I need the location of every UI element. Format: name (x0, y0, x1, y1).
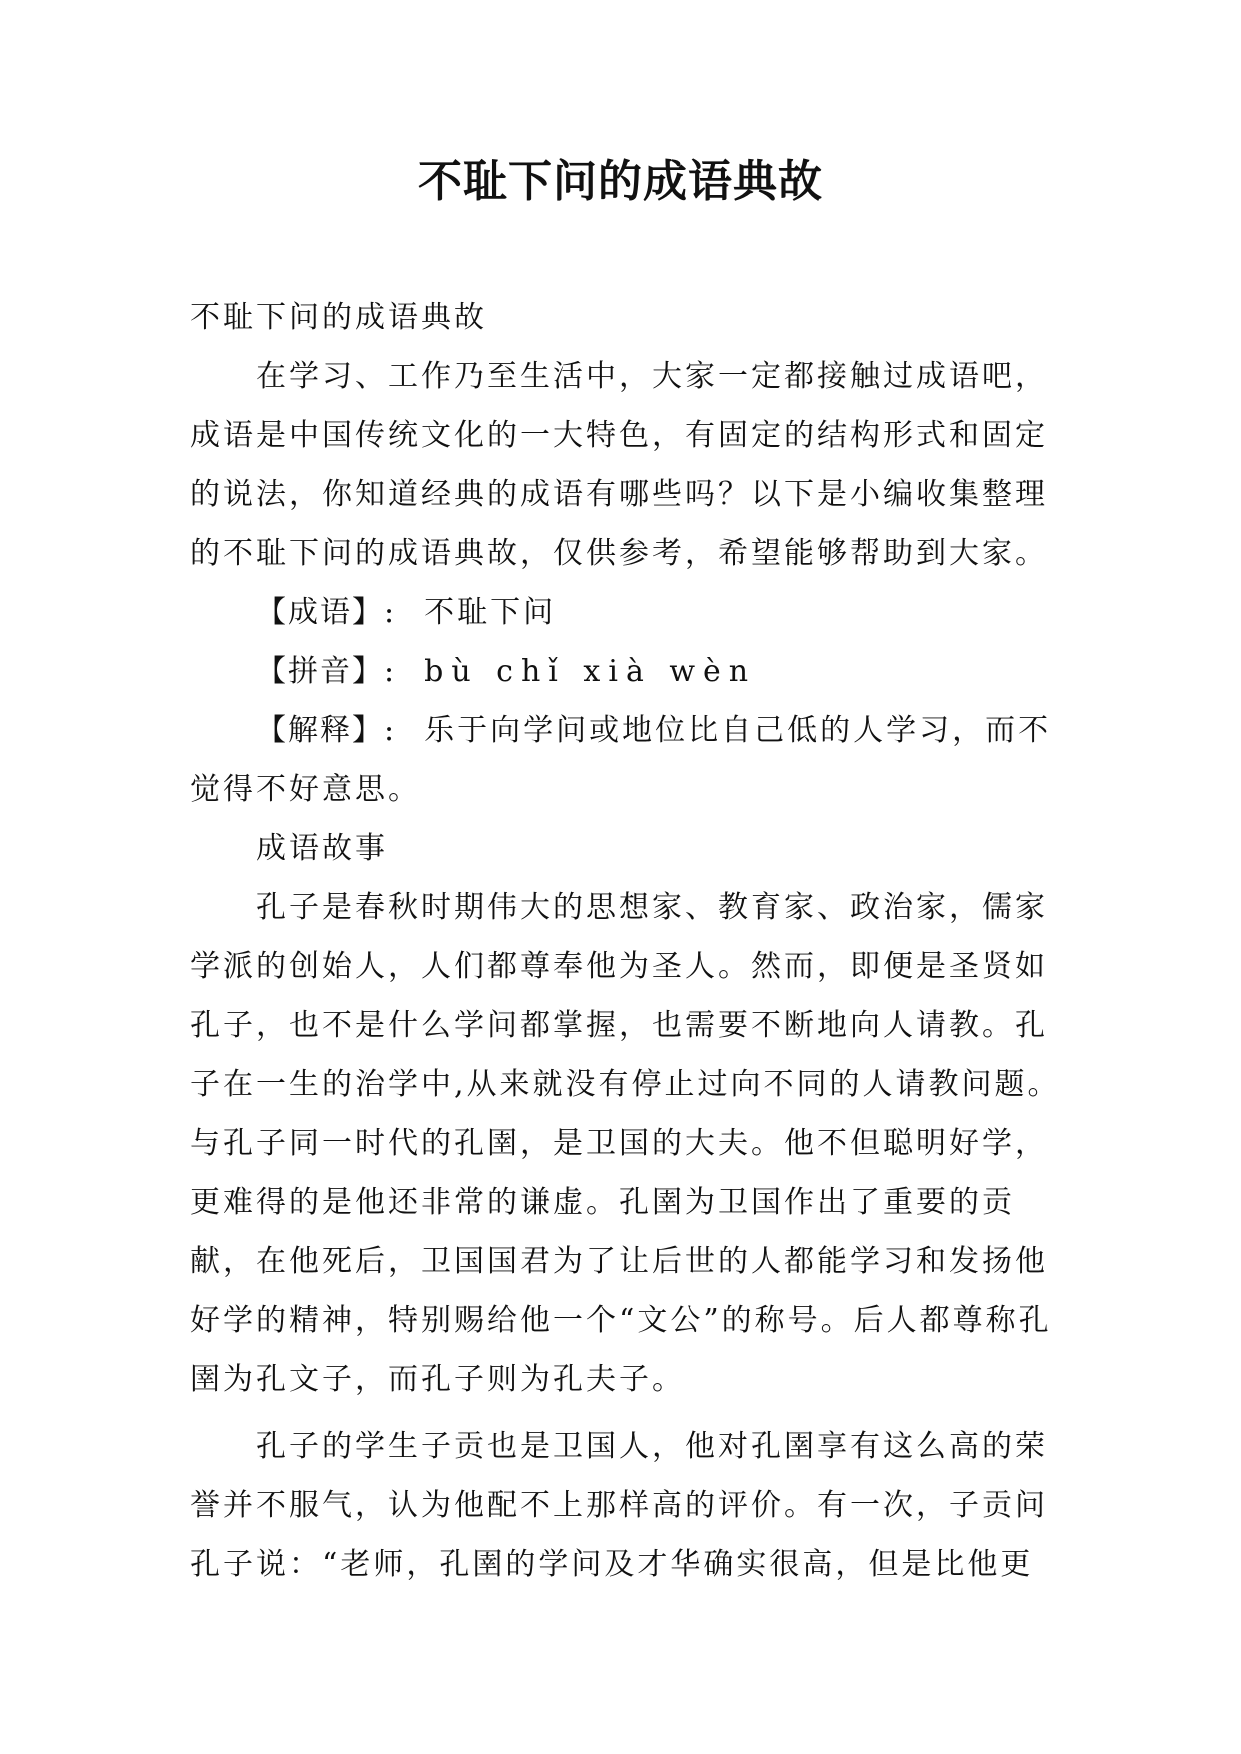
idiom-label: 【成语】: (256, 595, 397, 630)
idiom-entry (190, 583, 1070, 642)
pinyin-entry (190, 642, 1070, 701)
meaning-entry (190, 701, 1070, 819)
pinyin-value: bù chǐ xià wèn (424, 654, 757, 689)
intro-paragraph: 在学习、工作乃至生活中，大家一定都接触过成语吧，成语是中国传统文化的一大特色，有固定的结构形式和固定的说法，你知道经典的成语有哪些吗？以下是小编收集整理的不耻下问的成语典故，仅供参考，希望能够帮助到大家。 (190, 359, 1048, 571)
story-paragraph-2: 孔子的学生子贡也是卫国人，他对孔圉享有这么高的荣誉并不服气，认为他配不上那样高的评价。有一次，子贡问孔子说：“老师，孔圉的学问及才华确实很高，但是比他更 (190, 1429, 1048, 1582)
document-body (190, 288, 1070, 1594)
pinyin-label: 【拼音】: (256, 654, 397, 689)
idiom-value: 不耻下问 (424, 595, 557, 630)
document-title: 不耻下问的成语典故 (418, 156, 823, 207)
story-paragraph-1: 孔子是春秋时期伟大的思想家、教育家、政治家，儒家学派的创始人，人们都尊奉他为圣人。然而，即便是圣贤如孔子，也不是什么学问都掌握，也需要不断地向人请教。孔子在一生的治学中,从来就没有停止过向不同的人请教问题。与孔子同一时代的孔圉，是卫国的大夫。他不但聪明好学，更难得的是他还非常的谦虚。孔圉为卫国作出了重要的贡献，在他死后，卫国国君为了让后世的人都能学习和发扬他好学的精神，特别赐给他一个“文公”的称号。后人都尊称孔圉为孔文子，而孔子则为孔夫子。 (190, 890, 1061, 1397)
meaning-label: 【解释】: (256, 713, 397, 748)
document-subtitle: 不耻下问的成语典故 (190, 300, 487, 335)
meaning-value: 乐于向学问或地位比自己低的人学习，而不觉得不好意思。 (190, 713, 1052, 807)
story-heading: 成语故事 (256, 831, 388, 866)
